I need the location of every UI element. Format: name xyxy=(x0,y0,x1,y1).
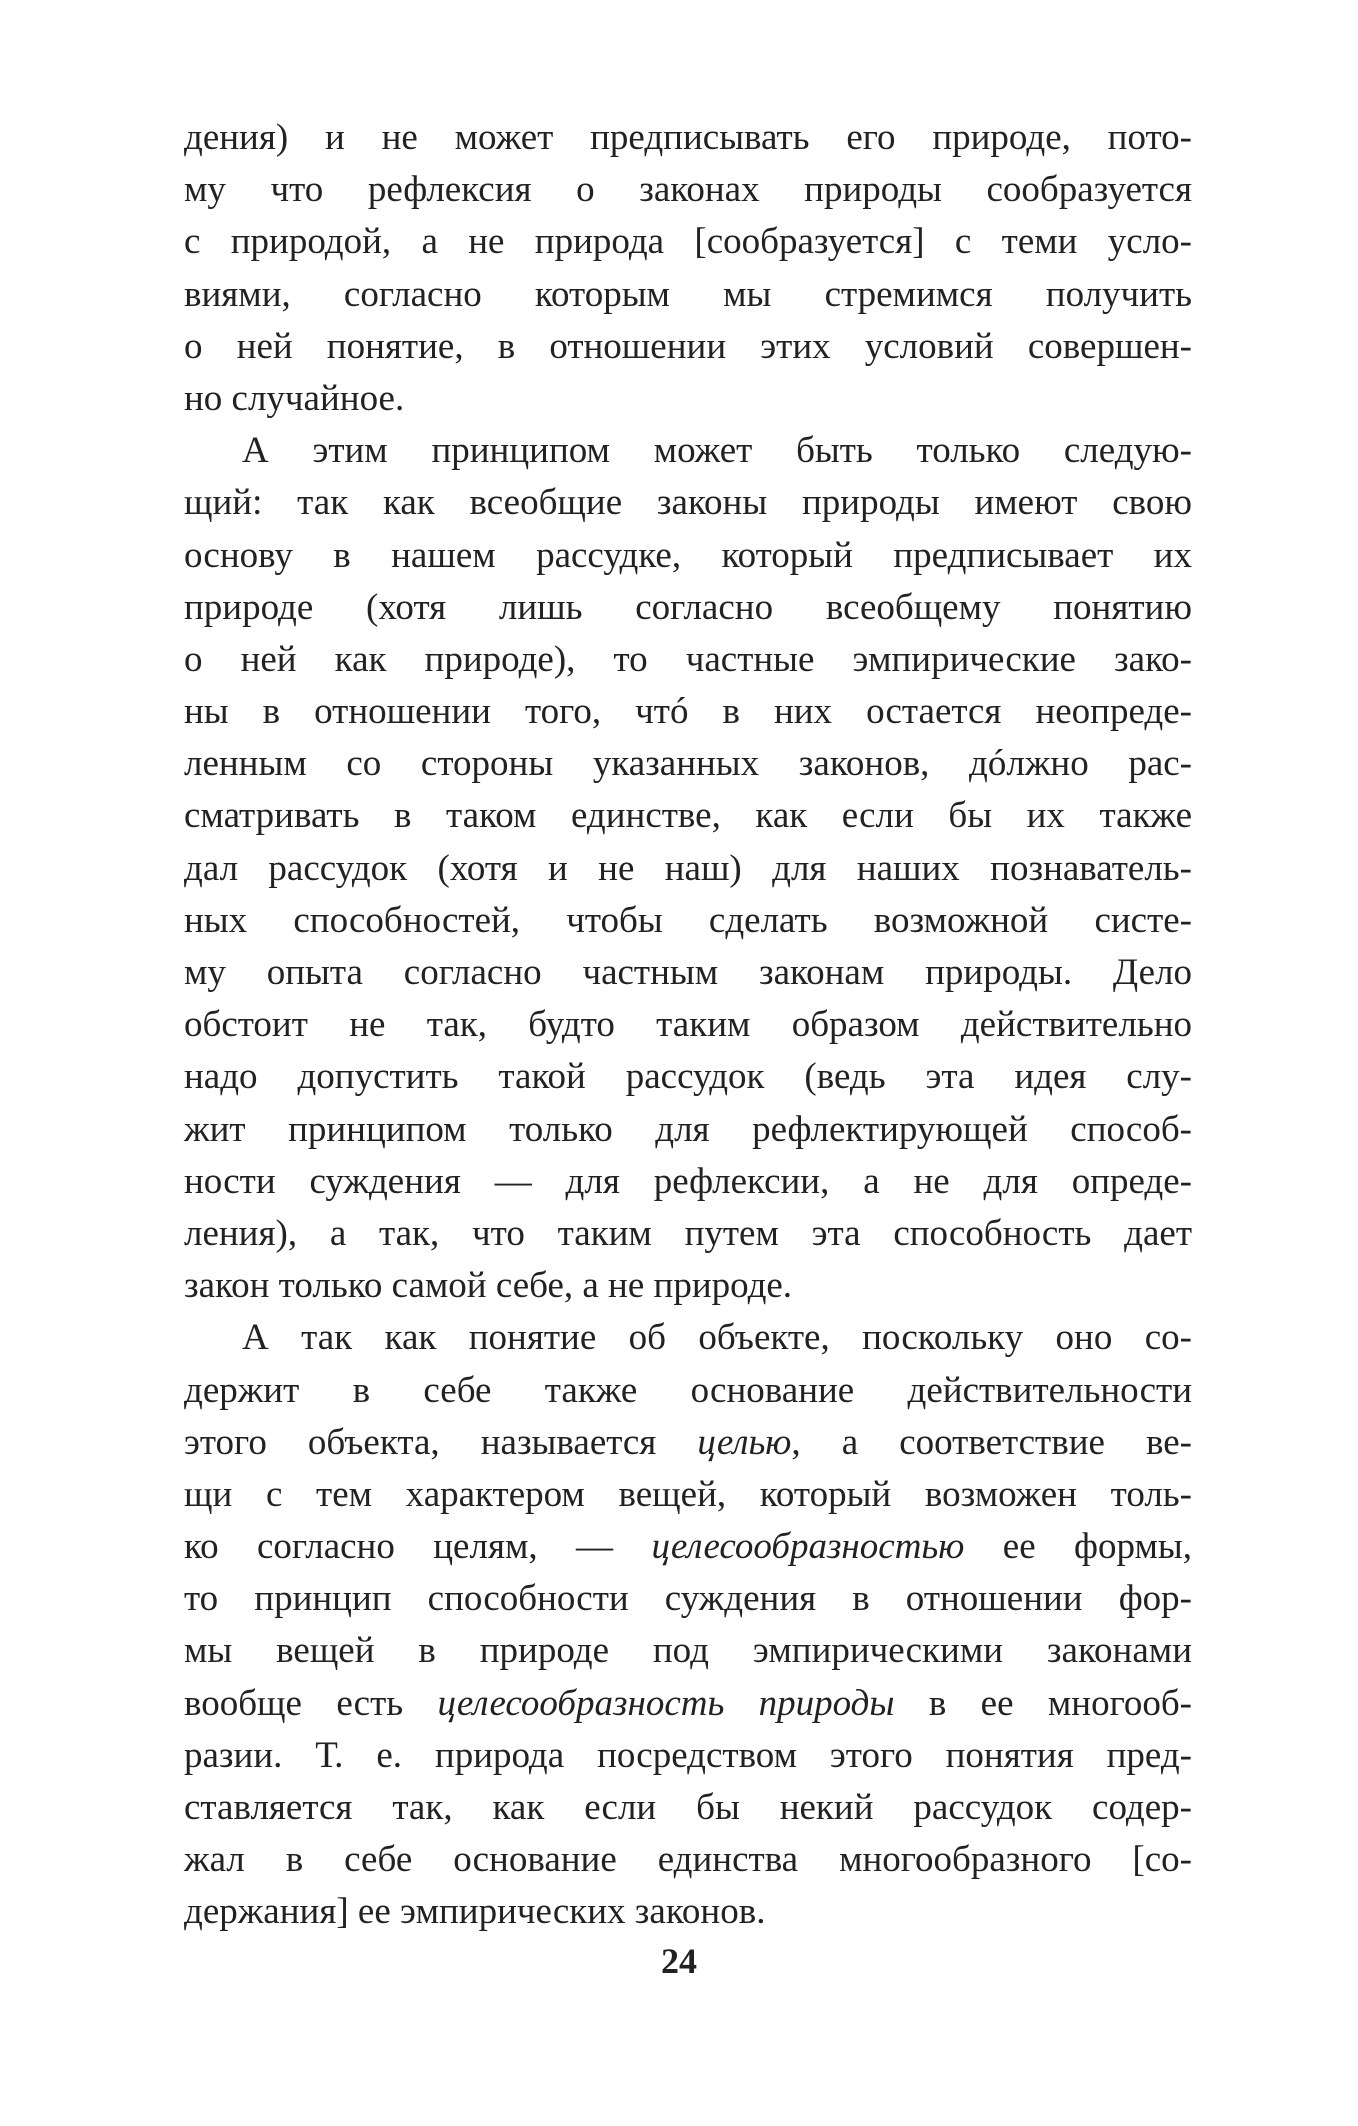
text-line: ленным со стороны указанных законов, дóлжно рас- xyxy=(184,743,1192,785)
text-line: держания] ее эмпирических законов. xyxy=(184,1891,766,1933)
text-line: А так как понятие об объекте, поскольку оно со- xyxy=(242,1317,1192,1359)
text-line: о ней как природе), то частные эмпирические зако- xyxy=(184,638,1192,680)
text-line: дал рассудок (хотя и не наш) для наших познаватель- xyxy=(184,847,1192,889)
text-line: разии. Т. е. природа посредством этого понятия пред- xyxy=(184,1734,1192,1776)
text-line: му опыта согласно частным законам природы. Дело xyxy=(184,952,1192,993)
text-line: этого объекта, называется целью, а соответствие ве- xyxy=(184,1421,1192,1463)
text-line: ны в отношении того, чтó в них остается неопреде- xyxy=(184,691,1192,733)
text-line: вообще есть целесообразность природы в ее многооб- xyxy=(184,1682,1193,1724)
text-line: ко согласно целям, — целесообразностью ее формы, xyxy=(184,1526,1192,1568)
text-line: сматривать в таком единстве, как если бы их также xyxy=(184,795,1192,837)
text-line: с природой, а не природа [сообразуется] с теми усло- xyxy=(184,221,1192,263)
text-line: закон только самой себе, а не природе. xyxy=(184,1265,793,1307)
text-line: виями, согласно которым мы стремимся получить xyxy=(184,273,1192,315)
text-line: щий: так как всеобщие законы природы имеют свою xyxy=(184,482,1192,524)
text-line: ставляется так, как если бы некий рассудок содер- xyxy=(184,1787,1192,1828)
text-line: ления), а так, что таким путем эта способность дает xyxy=(184,1212,1192,1254)
text-line: надо допустить такой рассудок (ведь эта идея слу- xyxy=(184,1056,1192,1098)
body-text xyxy=(184,112,1192,1939)
text-line: природе (хотя лишь согласно всеобщему понятию xyxy=(184,586,1192,628)
text-line: му что рефлексия о законах природы сообразуется xyxy=(184,169,1192,211)
text-line: то принцип способности суждения в отношении фор- xyxy=(184,1578,1192,1620)
text-line: щи с тем характером вещей, который возможен толь- xyxy=(184,1473,1192,1515)
text-line: мы вещей в природе под эмпирическими законами xyxy=(184,1630,1192,1672)
text-line: жит принципом только для рефлектирующей способ- xyxy=(184,1108,1192,1150)
page-number: 24 xyxy=(661,1941,697,1981)
text-line: ности суждения — для рефлексии, а не для опреде- xyxy=(184,1160,1192,1202)
text-line: о ней понятие, в отношении этих условий совершен- xyxy=(184,325,1192,367)
text-line: держит в себе также основание действительности xyxy=(184,1369,1192,1411)
text-line: обстоит не так, будто таким образом действительно xyxy=(184,1004,1192,1046)
text-line: жал в себе основание единства многообразного [со- xyxy=(184,1839,1192,1881)
text-line: А этим принципом может быть только следую- xyxy=(242,430,1192,472)
text-line: ных способностей, чтобы сделать возможной систе- xyxy=(184,899,1192,941)
text-line: дения) и не может предписывать его природе, пото- xyxy=(184,117,1192,158)
text-line: но случайное. xyxy=(184,377,405,419)
text-line: основу в нашем рассудке, который предписывает их xyxy=(184,534,1192,576)
